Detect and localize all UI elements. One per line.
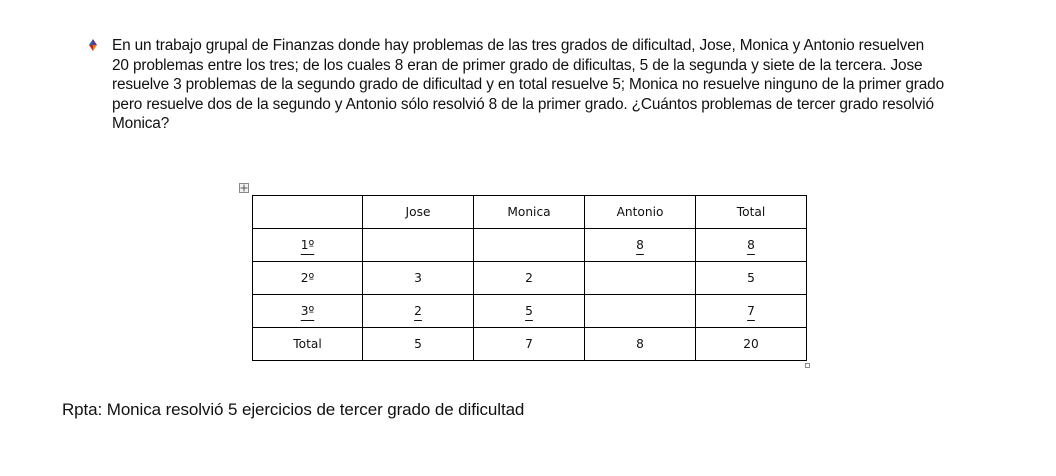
cell-value: 5 [525,304,533,318]
table-cell [585,295,696,328]
table-cell [363,262,474,295]
table-cell [474,229,585,262]
table-row [253,262,807,295]
header-cell: Jose [363,196,474,229]
table-header-row [253,196,807,229]
table-cell [253,229,363,262]
header-cell: Antonio [585,196,696,229]
cell-value: 2 [525,271,533,285]
cell-value: 7 [525,337,533,351]
cell-value: 8 [747,238,755,252]
cell-value: 3º [300,304,315,318]
cell-value: 2º [300,271,315,285]
table-row [253,295,807,328]
table-cell [585,262,696,295]
cell-value: 20 [743,337,759,351]
table-cell [474,295,585,328]
header-cell: Monica [474,196,585,229]
table-cell [585,328,696,361]
problem-line: Monica? [112,115,170,133]
table-cell [363,328,474,361]
header-cell-empty [253,196,363,229]
cell-value: 7 [747,304,755,318]
cell-value: 8 [636,337,644,351]
table-cell [696,229,807,262]
table-cell [585,229,696,262]
table-cell [696,328,807,361]
cell-value: 2 [414,304,422,318]
problem-line: 20 problemas entre los tres; de los cuales 8 eran de primer grado de dificultas, 5 de la segunda y siete de la tercera. Jose [112,56,923,74]
table-row [253,229,807,262]
problem-line: pero resuelve dos de la segundo y Antonio sólo resolvió 8 de la primer grado. ¿Cuántos problemas de tercer grado resolvió [112,95,934,113]
problem-line: resuelve 3 problemas de la segundo grado de dificultad y en total resuelve 5; Monica no resuelve ninguno de la primer grado [112,76,944,94]
data-table [252,195,807,361]
problem-line: En un trabajo grupal de Finanzas donde hay problemas de las tres grados de dificultad, Jose, Monica y Antonio resuelven [112,37,925,54]
diamond-bullet-icon [86,38,100,52]
table-move-handle-icon[interactable] [239,183,249,193]
table-cell [253,295,363,328]
answer-text: Rpta: Monica resolvió 5 ejercicios de tercer grado de dificultad [62,400,525,419]
table-cell [363,229,474,262]
cell-value: 8 [636,238,644,252]
cell-value: 5 [414,337,422,351]
table-cell [474,328,585,361]
table-cell [253,328,363,361]
table-cell [696,295,807,328]
table-resize-handle-icon[interactable] [805,363,810,368]
header-cell: Total [696,196,807,229]
cell-value: Total [293,337,322,351]
cell-value: 3 [414,271,422,285]
problem-statement [112,36,1012,134]
table-cell [696,262,807,295]
table-cell [253,262,363,295]
cell-value: 1º [300,238,315,252]
cell-value: 5 [747,271,755,285]
table-cell [363,295,474,328]
table-cell [474,262,585,295]
table-total-row [253,328,807,361]
